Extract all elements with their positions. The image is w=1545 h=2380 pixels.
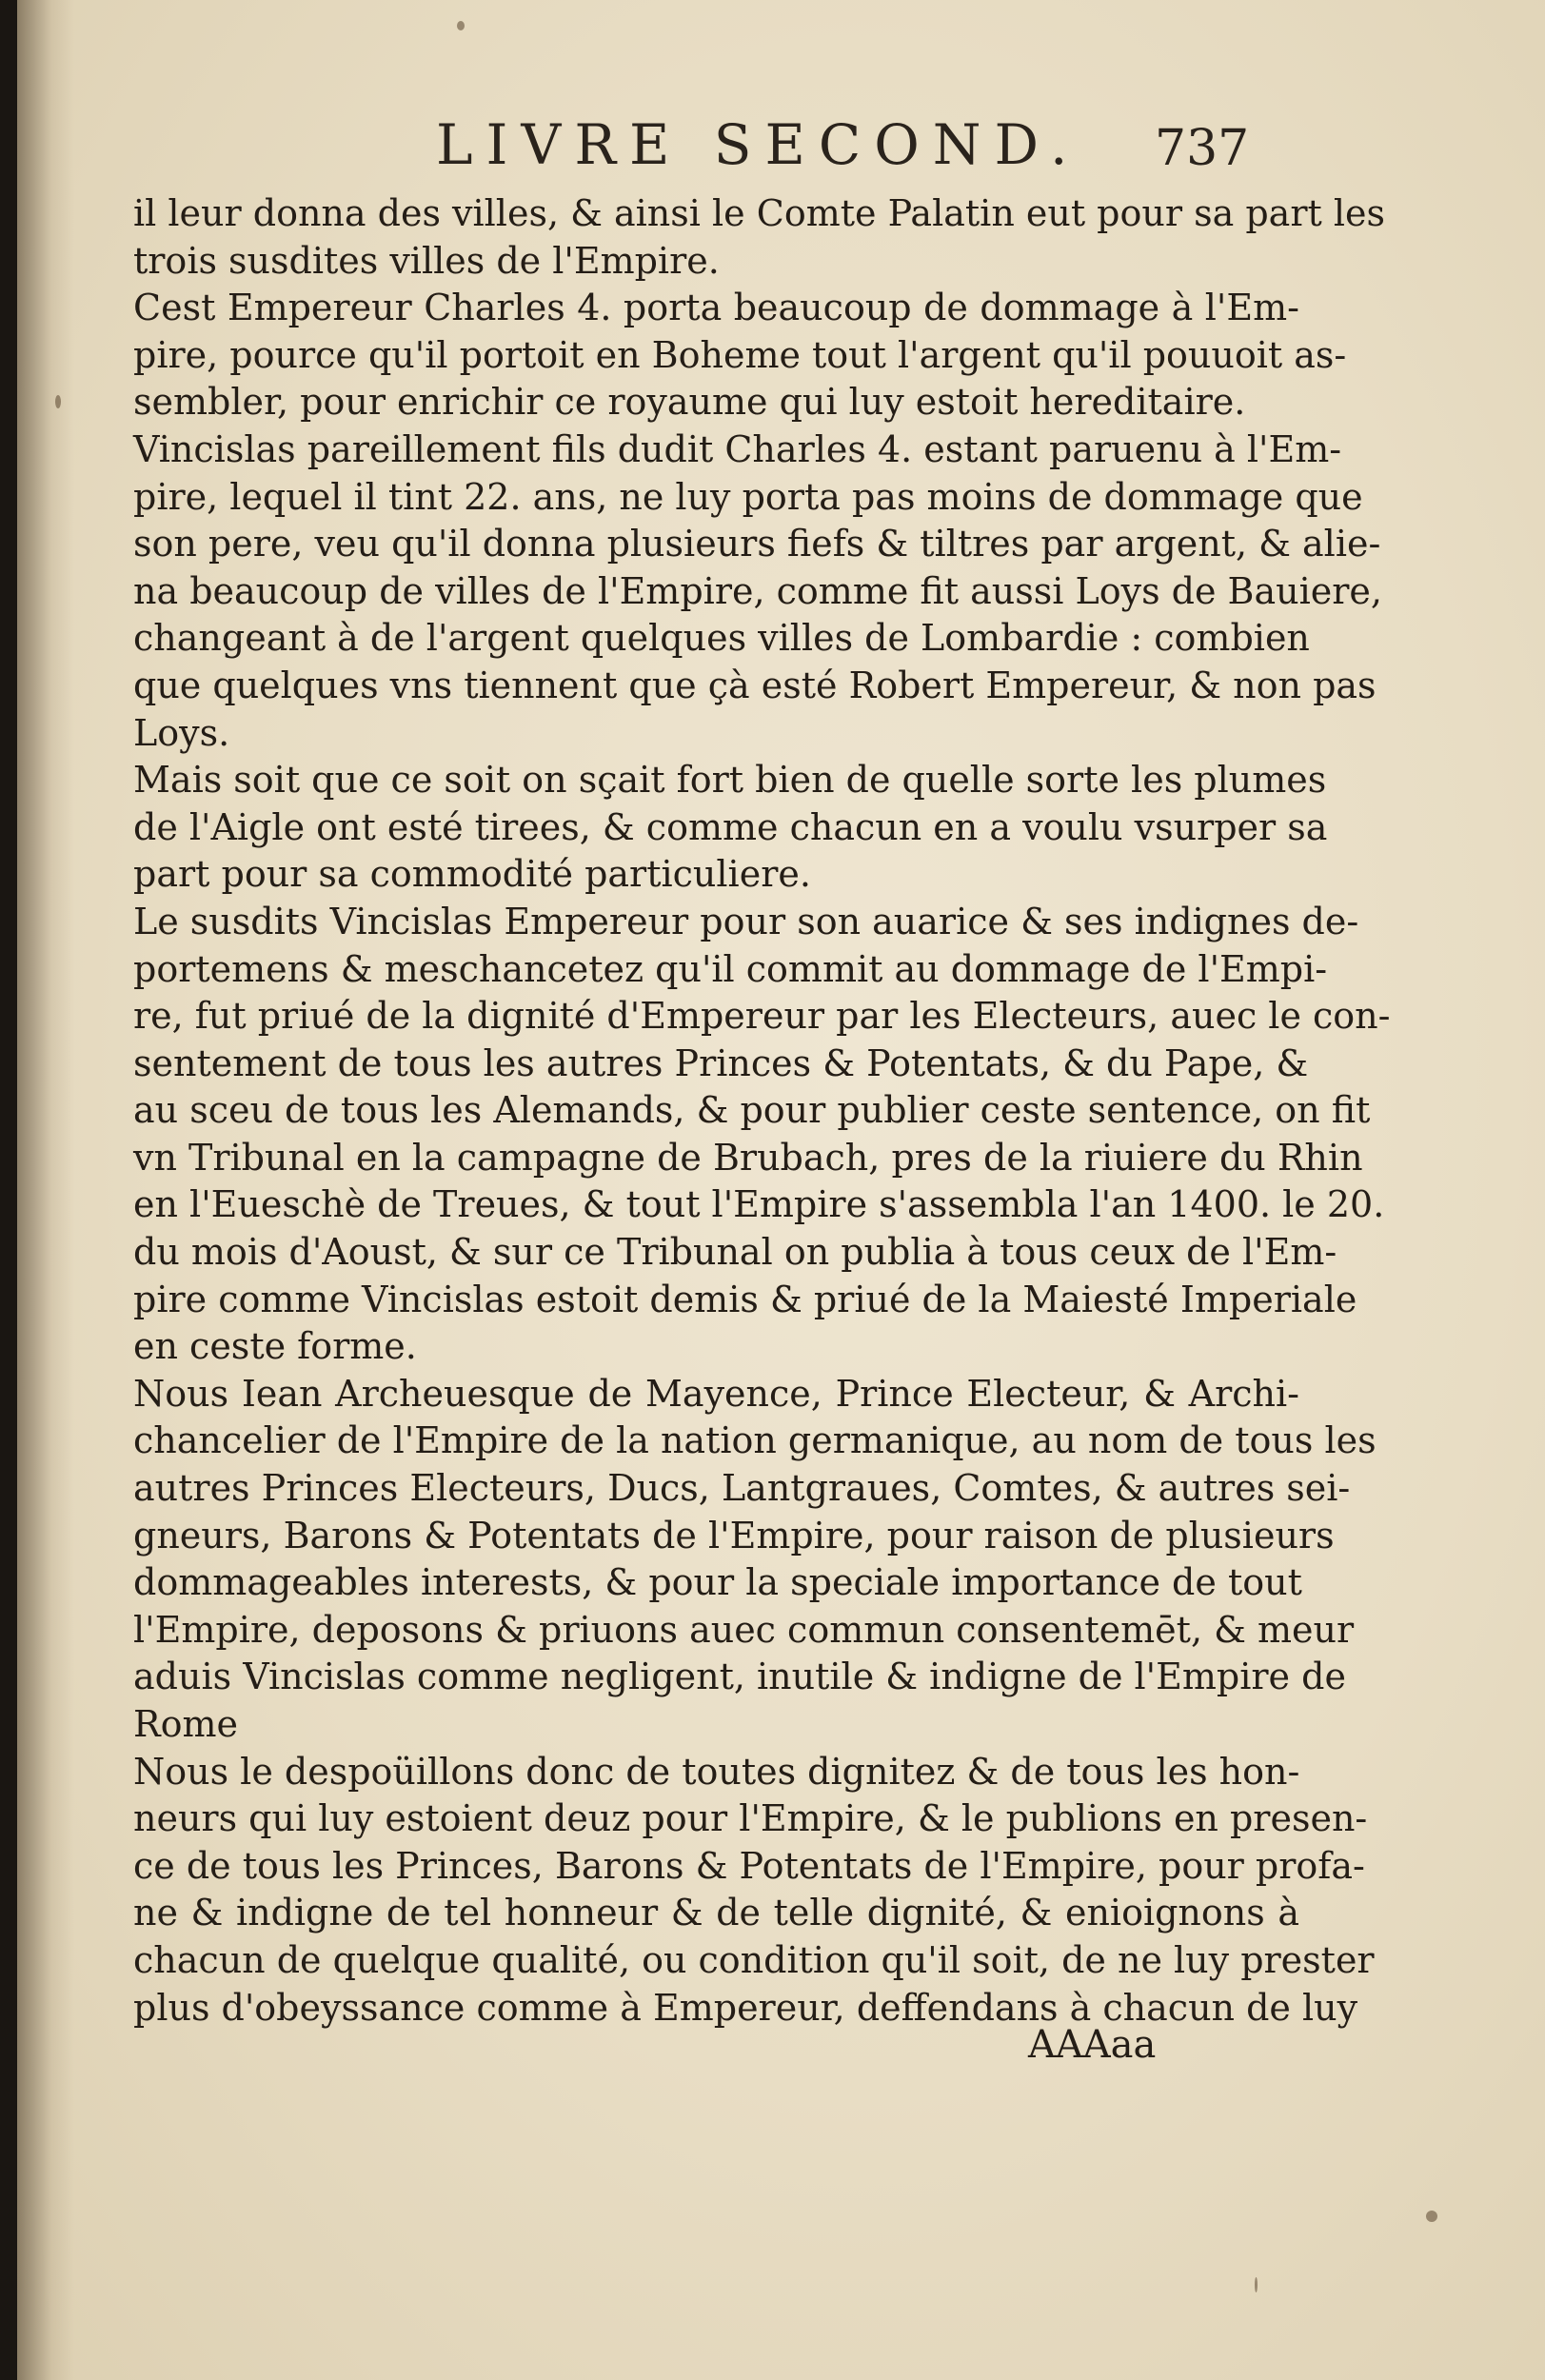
foxing-spot [1255, 2277, 1258, 2292]
text-line: de l'Aigle ont esté tirees, & comme chacun en a voulu vsurper sa [133, 805, 1328, 848]
text-line: du mois d'Aoust, & sur ce Tribunal on publia à tous ceux de l'Em- [133, 1231, 1337, 1274]
text-line: pire, pource qu'il portoit en Boheme tout l'argent qu'il pouuoit as- [133, 333, 1347, 376]
binding-gutter [17, 0, 74, 2380]
text-line: chacun de quelque qualité, ou condition qu'il soit, de ne luy prester [133, 1938, 1375, 1981]
text-line: pire comme Vincislas estoit demis & priué de la Maiesté Imperiale [133, 1278, 1357, 1320]
text-line: sentement de tous les autres Princes & Potentats, & du Pape, & [133, 1041, 1309, 1084]
text-line: Rome [133, 1703, 239, 1745]
text-line: trois susdites villes de l'Empire. [133, 239, 720, 282]
text-line: neurs qui luy estoient deuz pour l'Empire, & le publions en presen- [133, 1797, 1368, 1840]
text-line: en ceste forme. [133, 1325, 417, 1368]
text-line: plus d'obeyssance comme à Empereur, deffendans à chacun de luy [133, 1986, 1358, 2029]
book-page [17, 0, 1545, 2380]
text-line: ce de tous les Princes, Barons & Potentats de l'Empire, pour profa- [133, 1844, 1365, 1887]
folio-number: 737 [1155, 120, 1250, 177]
text-line: re, fut priué de la dignité d'Empereur par les Electeurs, auec le con- [133, 995, 1391, 1038]
text-line: Nous le despoüillons donc de toutes dignitez & de tous les hon- [133, 1750, 1300, 1793]
text-line: portemens & meschancetez qu'il commit au dommage de l'Empi- [133, 947, 1328, 990]
text-line: Mais soit que ce soit on sçait fort bien de quelle sorte les plumes [133, 759, 1327, 802]
text-line: que quelques vns tiennent que çà esté Robert Empereur, & non pas [133, 664, 1377, 706]
text-line: dommageables interests, & pour la speciale importance de tout [133, 1561, 1302, 1604]
text-line: son pere, veu qu'il donna plusieurs fiefs & tiltres par argent, & alie- [133, 523, 1381, 565]
text-line: autres Princes Electeurs, Ducs, Lantgraues, Comtes, & autres sei- [133, 1467, 1351, 1510]
text-line: chancelier de l'Empire de la nation germanique, au nom de tous les [133, 1419, 1377, 1462]
running-head [17, 103, 1545, 179]
text-line: Cest Empereur Charles 4. porta beaucoup de dommage à l'Em- [133, 287, 1299, 329]
text-line: Vincislas pareillement fils dudit Charles 4. estant paruenu à l'Em- [133, 427, 1342, 470]
text-line: part pour sa commodité particuliere. [133, 853, 811, 896]
text-line: pire, lequel il tint 22. ans, ne luy porta pas moins de dommage que [133, 475, 1363, 518]
foxing-spot [1426, 2211, 1437, 2222]
text-line: gneurs, Barons & Potentats de l'Empire, pour raison de plusieurs [133, 1514, 1335, 1557]
text-line: l'Empire, deposons & priuons auec commun consentemēt, & meur [133, 1608, 1355, 1651]
text-line: Nous Iean Archeuesque de Mayence, Prince Electeur, & Archi- [133, 1372, 1299, 1415]
text-line: en l'Eueschè de Treues, & tout l'Empire s'assembla l'an 1400. le 20. [133, 1183, 1385, 1226]
body-text [133, 190, 1391, 2032]
text-line: au sceu de tous les Alemands, & pour publier ceste sentence, on fit [133, 1089, 1371, 1132]
text-line: il leur donna des villes, & ainsi le Comte Palatin eut pour sa part les [133, 192, 1385, 234]
text-line: aduis Vincislas comme negligent, inutile & indigne de l'Empire de [133, 1656, 1346, 1698]
text-line: Le susdits Vincislas Empereur pour son auarice & ses indignes de- [133, 900, 1359, 942]
text-line: Loys. [133, 711, 230, 754]
foxing-spot [457, 21, 465, 30]
text-line: sembler, pour enrichir ce royaume qui luy estoit hereditaire. [133, 381, 1246, 424]
text-line: vn Tribunal en la campagne de Brubach, pres de la riuiere du Rhin [133, 1136, 1363, 1179]
signature-catchword: AAAaa [1028, 2023, 1157, 2067]
text-line: changeant à de l'argent quelques villes de Lombardie : combien [133, 617, 1310, 660]
foxing-spot [55, 395, 61, 408]
text-line: na beaucoup de villes de l'Empire, comme fit aussi Loys de Bauiere, [133, 569, 1382, 612]
running-title: LIVRE SECOND. [436, 112, 1081, 177]
text-line: ne & indigne de tel honneur & de telle dignité, & enioignons à [133, 1892, 1299, 1934]
